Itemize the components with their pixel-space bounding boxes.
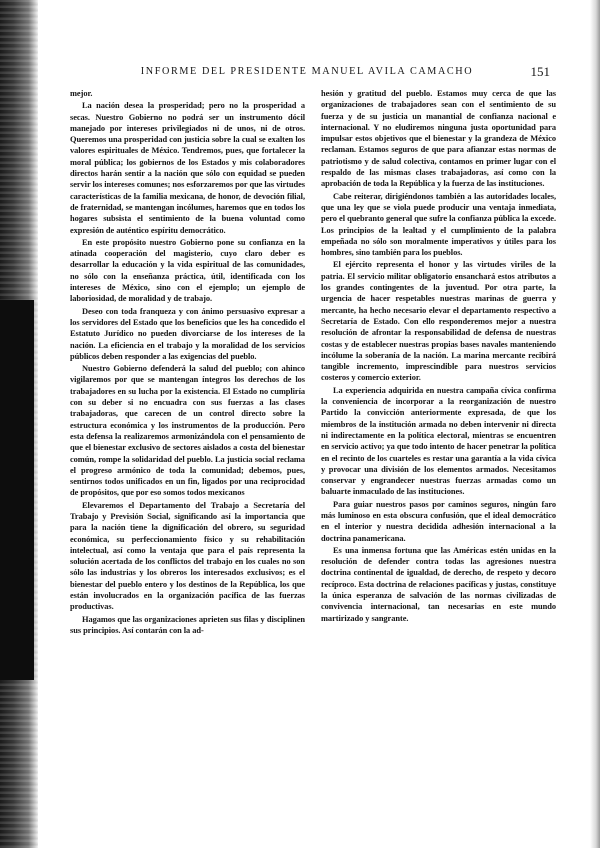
- paragraph: La nación desea la prosperidad; pero no la prosperidad a secas. Nuestro Gobierno no podrá ser un instrumento dócil manejado por intereses privilegiados ni de unos, ni de otros. Queremos una prosperidad con justicia sobre la cual se exalten los valores espirituales de México. Tendremos, pues, que fortalecer la moral pública; los gobiernos de los Estados y mis colaboradores directos harán sentir a la nación que sólo con equidad se pueden servir los intereses comunes; nos esforzaremos por que las virtudes características de la familia mexicana, de honor, de devoción filial, de fraternidad, se mantengan incólumes, haremos que en todos los hogares subsista el sentimiento de la buena voluntad como expresión de auténtico espíritu democrático.: [70, 101, 305, 235]
- paragraph: Para guiar nuestros pasos por caminos seguros, ningún faro más luminoso en esta obscura confusión, que el ideal democrático en el interior y nuestra decidida adhesión internacional a la doctrina panamericana.: [321, 499, 556, 543]
- paragraph: Nuestro Gobierno defenderá la salud del pueblo; con ahinco vigilaremos por que se mantengan íntegros los derechos de los trabajadores en su lucha por la existencia. El Estado no cumpliría con su deber si no encuadra con sus fuerzas a las clases trabajadoras, que carecen de un control directo sobre la estructura económica y los instrumentos de la producción. Pero esta defensa la realizaremos armonizándola con el pensamiento de que el bienestar exclusivo de sectores aislados a costa del bienestar común, rompe la solidaridad del pueblo. La justicia social reclama el progreso armónico de toda la comunidad; debemos, pues, sentirnos todos unificados en un fin, ligados por una reciprocidad de propósitos, que por eso somos todos mexicanos: [70, 364, 305, 498]
- scan-edge-right: [590, 0, 600, 848]
- paragraph: hesión y gratitud del pueblo. Estamos muy cerca de que las organizaciones de trabajadores sean con el sentimiento de su fuerza y de su justicia un manantial de confianza nacional e internacional. Y no eludiremos ninguna justa oportunidad para impulsar estos objetivos que el bienestar y la grandeza de México reclaman. Estamos seguros de que para afianzar estas normas de patriotismo y de salud colectiva, contamos en primer lugar con el respaldo de las mismas clases trabajadoras, así como con la aprobación de toda la República y la fuerza de las instituciones.: [321, 89, 556, 189]
- paragraph: Elevaremos el Departamento del Trabajo a Secretaría del Trabajo y Previsión Social, significando así la importancia que para la nación tiene la dignificación del obrero, su seguridad económica, su perfeccionamiento físico y su rehabilitación intelectual, así como la ventaja que para el país representa la solución acertada de los conflictos del trabajo en los cuales no son sólo las industrias y los obreros los interesados exclusivos; es el bienestar del pueblo entero y los destinos de la República, los que están involucrados en la organización pacífica de las fuerzas productivas.: [70, 500, 305, 612]
- paragraph: La experiencia adquirida en nuestra campaña cívica confirma la conveniencia de incorporar a la reorganización de nuestro Partido la convicción anteriormente expresada, de que los miembros de la institución armada no deben intervenir ni directa ni indirectamente en la política electoral, mientras se encuentren en servicio activo; ya que todo intento de hacer penetrar la política en el recinto de los cuarteles es restar una garantía a la vida cívica y provocar una división de los elementos armados. Necesitamos conservar y engrandecer nuestras fuerzas armadas como un baluarte inmaculado de las instituciones.: [321, 385, 556, 497]
- paragraph: El ejército representa el honor y las virtudes viriles de la patria. El servicio militar obligatorio ensanchará estos atributos a los grandes contingentes de la juventud. Por otra parte, la urgencia de hacer respetables nuestras marinas de guerra y mercante, ha hecho necesario elevar el departamento respectivo a Secretaría de Estado. Con ello responderemos mejor a nuestra resolución de afrontar la responsabilidad de defensa de nuestras costas y de establecer nuestras propias bases navales manteniendo incólume la soberanía de la nación. La marina mercante recibirá tangible incremento, imprescindible para nuestros servicios costeros y comercio exterior.: [321, 260, 556, 383]
- document-page: [70, 62, 556, 842]
- paragraph: Es una inmensa fortuna que las Américas estén unidas en la resolución de defender contra todas las agresiones nuestra doctrina continental de igualdad, de derecho, de respeto y decoro recíproco. Esta doctrina de relaciones pacíficas y justas, constituye la única esperanza de salvación de las normas civilizadas de convivencia internacional, tan necesarias en este mundo martirizado y sangrante.: [321, 545, 556, 623]
- paragraph: Hagamos que las organizaciones aprieten sus filas y disciplinen sus principios. Así contarán con la ad-: [70, 614, 305, 635]
- page-number: 151: [530, 64, 550, 79]
- paragraph: En este propósito nuestro Gobierno pone su confianza en la atinada cooperación del magisterio, cuyo claro deber es desarrollar la educación y la vida espiritual de las comunidades, no sólo con la enseñanza práctica, útil, identificada con los intereses de México, sino con el ejemplo; un ejemplo de laboriosidad, de moralidad y de trabajo.: [70, 237, 305, 304]
- paragraph: Deseo con toda franqueza y con ánimo persuasivo expresar a los servidores del Estado que los beneficios que les ha concedido el Estatuto Jurídico no pueden divorciarse de los intereses de la nación. La eficiencia en el trabajo y la moralidad de los servicios públicos deben responder a las exigencias del pueblo.: [70, 306, 305, 361]
- text-columns: [70, 88, 556, 838]
- right-column: [321, 88, 556, 838]
- scan-edge-shadow: [0, 300, 34, 680]
- left-column: [70, 88, 305, 838]
- running-head: INFORME DEL PRESIDENTE MANUEL AVILA CAMACHO: [140, 66, 474, 77]
- paragraph: Cabe reiterar, dirigiéndonos también a las autoridades locales, que una ley que se viola puede producir una ventaja inmediata, pero el quebranto general que sufre la confianza pública la excede. Los principios de la lealtad y el cumplimiento de la palabra empeñada no sólo son moralmente imperativos y útiles para los hombres, sino también para los pueblos.: [321, 191, 556, 258]
- paragraph: mejor.: [70, 89, 93, 98]
